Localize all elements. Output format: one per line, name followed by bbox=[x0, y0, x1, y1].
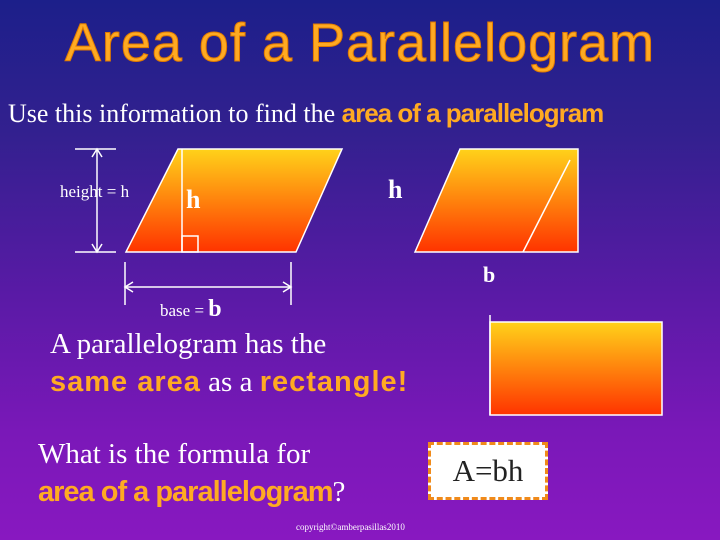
b-right-label: b bbox=[483, 262, 496, 287]
page-title: Area of a Parallelogram bbox=[64, 13, 656, 73]
question bbox=[38, 435, 345, 511]
intro-prefix: Use this information to find the bbox=[8, 99, 342, 128]
height-label: height = h bbox=[60, 182, 130, 201]
parallelogram-cut bbox=[415, 149, 578, 252]
statement-line1: A parallelogram has the bbox=[50, 328, 327, 360]
formula-box bbox=[428, 442, 548, 500]
base-label bbox=[160, 296, 222, 323]
intro-highlight: area of a parallelogram bbox=[341, 98, 604, 128]
statement bbox=[50, 325, 408, 401]
statement-as-a: as a bbox=[200, 366, 260, 398]
question-highlight: area of a parallelogram bbox=[38, 476, 333, 508]
question-line2 bbox=[38, 473, 345, 511]
statement-line2 bbox=[50, 363, 408, 401]
formula-text: A=bh bbox=[452, 453, 524, 488]
question-line1: What is the formula for bbox=[38, 438, 311, 470]
statement-same-area: same area bbox=[50, 366, 201, 398]
rectangle-from-parallelogram bbox=[490, 322, 662, 415]
h-outside-label: h bbox=[388, 175, 403, 204]
copyright: copyright©amberpasillas2010 bbox=[296, 522, 405, 532]
statement-rectangle: rectangle bbox=[259, 366, 398, 398]
base-prefix: base = bbox=[160, 301, 209, 320]
h-inside-label: h bbox=[186, 185, 201, 214]
base-letter: b bbox=[208, 296, 222, 322]
statement-exclaim: ! bbox=[397, 366, 409, 398]
main-parallelogram bbox=[126, 149, 342, 252]
question-mark: ? bbox=[332, 476, 346, 508]
